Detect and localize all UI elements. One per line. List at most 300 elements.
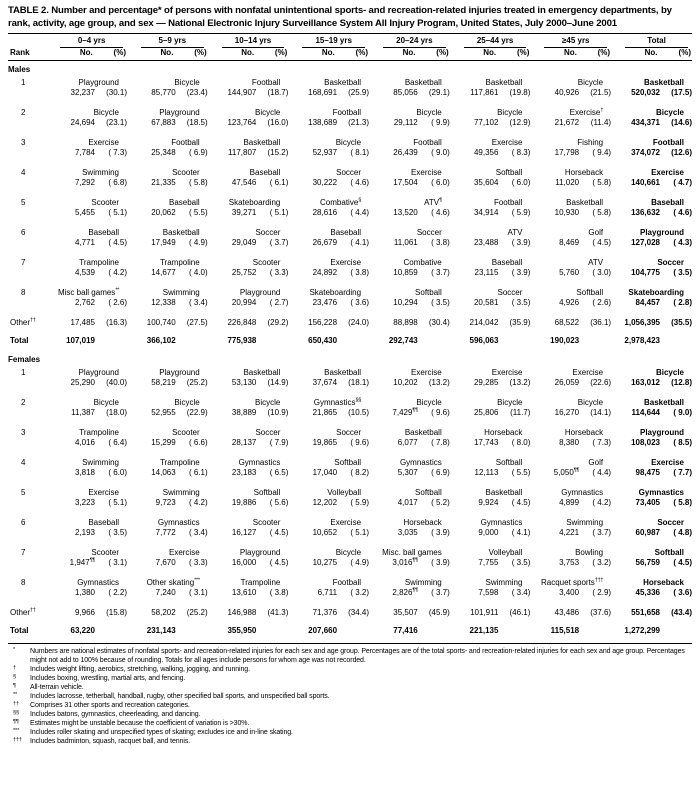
activity-name: Gymnastics xyxy=(157,518,200,528)
activity-name: Bicycle xyxy=(416,398,442,408)
value-line: 366,102 xyxy=(146,336,176,346)
activity-name: Football xyxy=(171,138,200,148)
activity-cell xyxy=(530,398,611,428)
footnote: * Numbers are national estimates of nonfatal sports- and recreation-related injuries for each sex and age group. Percentages are of the total sports- and recreation-related injuries for each sex and age group. Percentages might not add to 100% because of rounding. Totals for all ages include persons for whom age was not recorded. xyxy=(13,647,685,665)
value-line: 775,938 xyxy=(227,336,257,346)
activity-cell xyxy=(611,548,692,578)
other-value-cell xyxy=(127,608,208,626)
age-group-header: 20–24 yrs xyxy=(369,35,450,48)
other-value-cell xyxy=(369,608,450,626)
value-line: 114,644 ( 9.0) xyxy=(631,408,692,418)
activity-cell xyxy=(127,458,208,488)
rank-cell: 2 xyxy=(21,108,26,118)
activity-cell xyxy=(369,138,450,168)
activity-cell xyxy=(450,428,531,458)
footnote: † Includes weight lifting, aerobics, stretching, walking, jogging, and running. xyxy=(13,665,250,674)
activity-cell xyxy=(288,108,369,138)
activity-cell xyxy=(127,488,208,518)
rank-cell: 5 xyxy=(21,198,26,208)
value-line: 136,632 ( 4.6) xyxy=(631,208,692,218)
value-line: 1,272,299 xyxy=(624,626,660,636)
activity-cell xyxy=(530,288,611,318)
value-line: 21,865 (10.5) xyxy=(312,408,370,418)
activity-name: Playground xyxy=(78,368,119,378)
footnote-marker: ††† xyxy=(13,737,22,744)
activity-cell xyxy=(611,578,692,608)
rank-row xyxy=(8,228,692,258)
total-value-cell xyxy=(127,626,208,641)
value-line: 39,271 ( 5.1) xyxy=(231,208,289,218)
activity-name: Swimming xyxy=(404,578,442,588)
other-value-cell xyxy=(288,318,369,336)
value-line: 11,387 (18.0) xyxy=(71,408,127,418)
other-row xyxy=(8,318,692,336)
activity-cell xyxy=(369,578,450,608)
value-line: 12,113 ( 5.5) xyxy=(474,468,531,478)
activity-cell xyxy=(530,548,611,578)
activity-cell xyxy=(530,108,611,138)
rank-cell: 4 xyxy=(21,168,26,178)
col-header-pct: (%) xyxy=(500,48,530,61)
activity-name: ATV xyxy=(507,228,523,238)
activity-cell xyxy=(208,78,289,108)
activity-name: Basketball xyxy=(324,368,362,378)
activity-name: Baseball xyxy=(330,228,362,238)
total-row xyxy=(8,626,692,641)
value-line: 84,457 ( 2.8) xyxy=(635,298,692,308)
activity-cell xyxy=(208,168,289,198)
value-line: 4,221 ( 3.7) xyxy=(559,528,612,538)
table-title: TABLE 2. Number and percentage* of persons with nonfatal unintentional sports- and recreation-related injuries treated in emergency departments, by rank, activity, age group, and sex — National Electronic Injury Surveillance System All Injury Program, United States, July 2000–June 2001 xyxy=(8,5,692,34)
col-header-no: No. xyxy=(127,48,177,61)
activity-name: ATV xyxy=(588,258,604,268)
rank-row xyxy=(8,138,692,168)
activity-cell xyxy=(288,398,369,428)
value-line: 35,604 ( 6.0) xyxy=(473,178,531,188)
activity-name: Softball xyxy=(495,458,523,468)
activity-name: Basketball xyxy=(404,428,442,438)
value-line: 127,028 ( 4.3) xyxy=(631,238,692,248)
activity-cell xyxy=(127,168,208,198)
rank-cell: 8 xyxy=(21,578,26,588)
value-line: 34,914 ( 5.9) xyxy=(473,208,531,218)
value-line: 17,743 ( 8.0) xyxy=(473,438,531,448)
value-line: 26,679 ( 4.1) xyxy=(312,238,370,248)
value-line: 9,924 ( 4.5) xyxy=(478,498,531,508)
value-line: 16,000 ( 4.5) xyxy=(231,558,289,568)
activity-cell xyxy=(127,108,208,138)
activity-cell xyxy=(611,518,692,548)
activity-cell xyxy=(288,228,369,258)
activity-cell xyxy=(46,518,127,548)
value-line: 29,285 (13.2) xyxy=(473,378,531,388)
value-line: 5,050¶¶ ( 4.4) xyxy=(553,467,612,478)
rank-cell: 1 xyxy=(21,78,26,88)
activity-cell xyxy=(450,258,531,288)
col-header-no: No. xyxy=(46,48,96,61)
rank-row xyxy=(8,258,692,288)
activity-name: Exercise† xyxy=(569,107,604,118)
rank-row xyxy=(8,458,692,488)
activity-name: Swimming xyxy=(162,488,200,498)
activity-name: Basketball xyxy=(485,488,523,498)
footnote-marker: ¶¶ xyxy=(13,719,19,726)
value-line: 650,430 xyxy=(308,336,338,346)
value-line: 13,520 ( 4.6) xyxy=(393,208,450,218)
activity-name: Basketball xyxy=(243,368,281,378)
activity-cell xyxy=(208,228,289,258)
activity-name: Horseback xyxy=(403,518,442,528)
activity-cell xyxy=(530,168,611,198)
activity-cell xyxy=(611,368,692,398)
activity-cell xyxy=(127,78,208,108)
value-line: 374,072 (12.6) xyxy=(631,148,692,158)
activity-name: Exercise xyxy=(168,548,200,558)
activity-name: Soccer xyxy=(416,228,442,238)
value-line: 7,755 ( 3.5) xyxy=(478,558,531,568)
activity-cell xyxy=(127,138,208,168)
activity-cell xyxy=(450,398,531,428)
activity-name: Football xyxy=(332,578,362,588)
activity-name: Playground xyxy=(639,428,684,438)
footnote: § Includes boxing, wrestling, martial arts, and fencing. xyxy=(13,674,186,683)
value-line: 32,237 (30.1) xyxy=(70,88,127,98)
activity-cell xyxy=(46,138,127,168)
rank-cell: 7 xyxy=(21,548,26,558)
activity-cell xyxy=(288,428,369,458)
value-line: 355,950 xyxy=(227,626,257,636)
activity-name: Exercise xyxy=(491,138,523,148)
activity-cell xyxy=(530,258,611,288)
activity-name: Basketball xyxy=(404,78,442,88)
value-line: 1,380 ( 2.2) xyxy=(74,588,127,598)
activity-name: Combative xyxy=(403,258,442,268)
value-line: 5,760 ( 3.0) xyxy=(559,268,612,278)
value-line: 6,711 ( 3.2) xyxy=(317,588,370,598)
activity-name: Gymnastics§§ xyxy=(313,397,362,408)
activity-cell xyxy=(369,368,450,398)
value-line: 52,937 ( 8.1) xyxy=(312,148,370,158)
activity-name: Basketball xyxy=(324,78,362,88)
value-line: 104,775 ( 3.5) xyxy=(631,268,692,278)
activity-cell xyxy=(288,198,369,228)
col-header-no: No. xyxy=(611,48,661,61)
activity-name: Bicycle xyxy=(497,108,523,118)
value-line: 21,672 (11.4) xyxy=(554,118,612,128)
other-value-cell xyxy=(288,608,369,626)
value-line: 15,299 ( 6.6) xyxy=(151,438,208,448)
value-line: 10,294 ( 3.5) xyxy=(393,298,450,308)
total-value-cell xyxy=(450,626,531,641)
activity-name: Skateboarding xyxy=(628,288,684,298)
activity-cell xyxy=(450,228,531,258)
rank-row xyxy=(8,518,692,548)
activity-name: Swimming xyxy=(485,578,523,588)
value-line: 28,616 ( 4.4) xyxy=(312,208,370,218)
value-line: 77,416 xyxy=(393,626,418,636)
value-line: 13,610 ( 3.8) xyxy=(231,588,289,598)
activity-cell xyxy=(46,288,127,318)
activity-cell xyxy=(450,108,531,138)
activity-cell xyxy=(208,108,289,138)
activity-name: Baseball xyxy=(651,198,684,208)
value-line: 26,059 (22.6) xyxy=(554,378,612,388)
column-header-row xyxy=(8,48,692,61)
activity-name: Scooter xyxy=(172,428,200,438)
value-line: 7,784 ( 7.3) xyxy=(74,148,127,158)
value-line: 25,290 (40.0) xyxy=(70,378,127,388)
value-line: 214,042 (35.9) xyxy=(469,318,531,328)
value-line: 7,772 ( 3.4) xyxy=(155,528,208,538)
activity-cell xyxy=(46,458,127,488)
total-value-cell xyxy=(288,626,369,641)
activity-cell xyxy=(611,258,692,288)
section-label: Males xyxy=(8,65,31,75)
value-line: 9,966 (15.8) xyxy=(74,608,127,618)
footnote: ¶¶ Estimates might be unstable because the coefficient of variation is >30%. xyxy=(13,719,250,728)
activity-name: Baseball xyxy=(491,258,523,268)
activity-name: Horseback xyxy=(484,428,523,438)
activity-cell xyxy=(208,548,289,578)
footnote: †† Comprises 31 other sports and recreation categories. xyxy=(13,701,190,710)
activity-cell xyxy=(46,578,127,608)
value-line: 8,469 ( 4.5) xyxy=(559,238,612,248)
rank-row xyxy=(8,398,692,428)
value-line: 26,439 ( 9.0) xyxy=(393,148,450,158)
activity-cell xyxy=(369,548,450,578)
value-line: 43,486 (37.6) xyxy=(554,608,612,618)
rank-header-spacer xyxy=(8,35,46,48)
activity-cell xyxy=(530,518,611,548)
value-line: 2,978,423 xyxy=(624,336,660,346)
activity-cell xyxy=(369,198,450,228)
activity-name: Basketball xyxy=(243,138,281,148)
footnote-marker: §§ xyxy=(13,710,19,717)
footnote-marker: ** xyxy=(13,692,18,699)
activity-name: Bicycle xyxy=(577,78,604,88)
footnote-marker: ¶ xyxy=(13,683,16,690)
total-value-cell xyxy=(46,626,127,641)
value-line: 17,798 ( 9.4) xyxy=(554,148,612,158)
value-line: 7,598 ( 3.4) xyxy=(478,588,531,598)
rank-row xyxy=(8,108,692,138)
value-line: 3,035 ( 3.9) xyxy=(397,528,450,538)
activity-cell xyxy=(127,398,208,428)
activity-name: Swimming xyxy=(162,288,200,298)
value-line: 226,848 (29.2) xyxy=(227,318,289,328)
col-header-pct: (%) xyxy=(419,48,449,61)
section-label: Females xyxy=(8,355,41,365)
activity-cell xyxy=(369,428,450,458)
activity-cell xyxy=(46,258,127,288)
activity-name: Baseball xyxy=(88,228,119,238)
activity-cell xyxy=(127,368,208,398)
value-line: 3,016¶¶ ( 3.9) xyxy=(392,557,450,568)
footnote: §§ Includes batons, gymnastics, cheerleading, and dancing. xyxy=(13,710,201,719)
activity-name: Trampoline xyxy=(79,428,119,438)
total-value-cell xyxy=(369,336,450,351)
activity-cell xyxy=(530,458,611,488)
activity-name: Gymnastics xyxy=(480,518,523,528)
activity-cell xyxy=(288,288,369,318)
activity-cell xyxy=(611,108,692,138)
activity-cell xyxy=(46,78,127,108)
activity-name: Golf xyxy=(588,228,604,238)
col-header-no: No. xyxy=(288,48,338,61)
activity-name: Football xyxy=(652,138,684,148)
rank-row xyxy=(8,288,692,318)
activity-cell xyxy=(46,398,127,428)
activity-cell xyxy=(450,578,531,608)
value-line: 117,807 (15.2) xyxy=(228,148,289,158)
value-line: 30,222 ( 4.6) xyxy=(312,178,370,188)
footnote-marker: § xyxy=(13,674,16,681)
activity-cell xyxy=(288,458,369,488)
total-row xyxy=(8,336,692,351)
activity-name: Playground xyxy=(639,228,684,238)
rank-cell: 3 xyxy=(21,428,26,438)
activity-name: Gymnastics xyxy=(561,488,604,498)
value-line: 9,723 ( 4.2) xyxy=(155,498,208,508)
activity-name: Basketball xyxy=(485,78,523,88)
age-group-header: 5–9 yrs xyxy=(127,35,208,48)
activity-cell xyxy=(208,258,289,288)
rank-column-header: Rank xyxy=(8,48,46,61)
value-line: 3,223 ( 5.1) xyxy=(74,498,127,508)
activity-name: Exercise xyxy=(330,518,362,528)
value-line: 7,240 ( 3.1) xyxy=(155,588,208,598)
age-group-header: 15–19 yrs xyxy=(288,35,369,48)
activity-cell xyxy=(530,368,611,398)
activity-name: Soccer xyxy=(657,518,684,528)
activity-name: Exercise xyxy=(572,368,604,378)
activity-cell xyxy=(127,258,208,288)
col-header-pct: (%) xyxy=(662,48,692,61)
activity-name: Softball xyxy=(334,458,362,468)
activity-name: Basketball xyxy=(162,228,200,238)
value-line: 35,507 (45.9) xyxy=(393,608,450,618)
value-line: 17,040 ( 8.2) xyxy=(312,468,370,478)
activity-name: Volleyball xyxy=(327,488,362,498)
activity-cell xyxy=(530,78,611,108)
col-header-no: No. xyxy=(450,48,500,61)
total-value-cell xyxy=(611,626,692,641)
value-line: 231,143 xyxy=(146,626,176,636)
col-header-pct: (%) xyxy=(339,48,369,61)
value-line: 5,307 ( 6.9) xyxy=(397,468,450,478)
value-line: 12,338 ( 3.4) xyxy=(151,298,208,308)
value-line: 163,012 (12.8) xyxy=(631,378,692,388)
activity-cell xyxy=(288,548,369,578)
activity-cell xyxy=(450,138,531,168)
value-line: 14,063 ( 6.1) xyxy=(151,468,208,478)
value-line: 3,753 ( 3.2) xyxy=(559,558,612,568)
rank-cell: 1 xyxy=(21,368,26,378)
activity-cell xyxy=(611,228,692,258)
total-value-cell xyxy=(530,336,611,351)
footnote: ¶ All-terrain vehicle. xyxy=(13,683,84,692)
activity-cell xyxy=(208,398,289,428)
activity-name: Horseback xyxy=(564,168,604,178)
activity-name: Misc ball games** xyxy=(57,287,119,298)
value-line: 10,859 ( 3.7) xyxy=(393,268,450,278)
activity-name: Gymnastics xyxy=(638,488,684,498)
activity-cell xyxy=(46,228,127,258)
other-value-cell xyxy=(450,318,531,336)
activity-cell xyxy=(208,488,289,518)
rank-cell: 6 xyxy=(21,518,26,528)
value-line: 23,476 ( 3.6) xyxy=(312,298,370,308)
activity-name: Racquet sports††† xyxy=(541,577,604,588)
footnote: ** Includes lacrosse, tetherball, handball, rugby, other specified ball sports, and unspecified ball sports. xyxy=(13,692,330,701)
activity-cell xyxy=(208,368,289,398)
activity-cell xyxy=(611,198,692,228)
activity-cell xyxy=(369,518,450,548)
activity-cell xyxy=(127,198,208,228)
activity-cell xyxy=(611,168,692,198)
activity-name: Trampoline xyxy=(240,578,281,588)
col-header-pct: (%) xyxy=(581,48,611,61)
activity-name: Combative§ xyxy=(320,197,362,208)
activity-cell xyxy=(369,78,450,108)
other-label: Other†† xyxy=(10,317,36,328)
activity-cell xyxy=(450,288,531,318)
value-line: 20,062 ( 5.5) xyxy=(151,208,208,218)
activity-name: Soccer xyxy=(255,228,281,238)
value-line: 138,689 (21.3) xyxy=(308,118,370,128)
activity-cell xyxy=(46,108,127,138)
value-line: 16,127 ( 4.5) xyxy=(231,528,289,538)
rank-cell: 8 xyxy=(21,288,26,298)
footnotes xyxy=(8,643,692,746)
value-line: 20,581 ( 3.5) xyxy=(473,298,531,308)
total-value-cell xyxy=(530,626,611,641)
other-value-cell xyxy=(450,608,531,626)
rank-row xyxy=(8,78,692,108)
value-line: 19,865 ( 9.6) xyxy=(312,438,370,448)
other-value-cell xyxy=(530,608,611,626)
activity-name: Skateboarding xyxy=(309,288,362,298)
total-value-cell xyxy=(450,336,531,351)
age-group-header: 0–4 yrs xyxy=(46,35,127,48)
value-line: 168,691 (25.9) xyxy=(308,88,370,98)
value-line: 23,488 ( 3.9) xyxy=(473,238,531,248)
activity-name: Exercise xyxy=(411,168,442,178)
activity-name: Gymnastics xyxy=(77,578,119,588)
activity-name: Soccer xyxy=(255,428,281,438)
value-line: 68,522 (36.1) xyxy=(554,318,612,328)
value-line: 115,518 xyxy=(550,626,580,636)
activity-name: Exercise xyxy=(88,138,119,148)
value-line: 19,886 ( 5.6) xyxy=(231,498,289,508)
activity-name: Swimming xyxy=(82,458,119,468)
value-line: 4,771 ( 4.5) xyxy=(74,238,127,248)
activity-name: Playground xyxy=(159,368,200,378)
value-line: 67,883 (18.5) xyxy=(151,118,208,128)
value-line: 117,861 (19.8) xyxy=(470,88,531,98)
activity-name: Softball xyxy=(415,488,442,498)
value-line: 60,987 ( 4.8) xyxy=(635,528,692,538)
value-line: 28,137 ( 7.9) xyxy=(231,438,289,448)
value-line: 4,539 ( 4.2) xyxy=(74,268,127,278)
total-value-cell xyxy=(208,336,289,351)
value-line: 4,926 ( 2.6) xyxy=(559,298,612,308)
other-value-cell xyxy=(208,318,289,336)
activity-name: Exercise xyxy=(651,168,684,178)
value-line: 73,405 ( 5.8) xyxy=(635,498,692,508)
rank-row xyxy=(8,198,692,228)
activity-cell xyxy=(127,518,208,548)
